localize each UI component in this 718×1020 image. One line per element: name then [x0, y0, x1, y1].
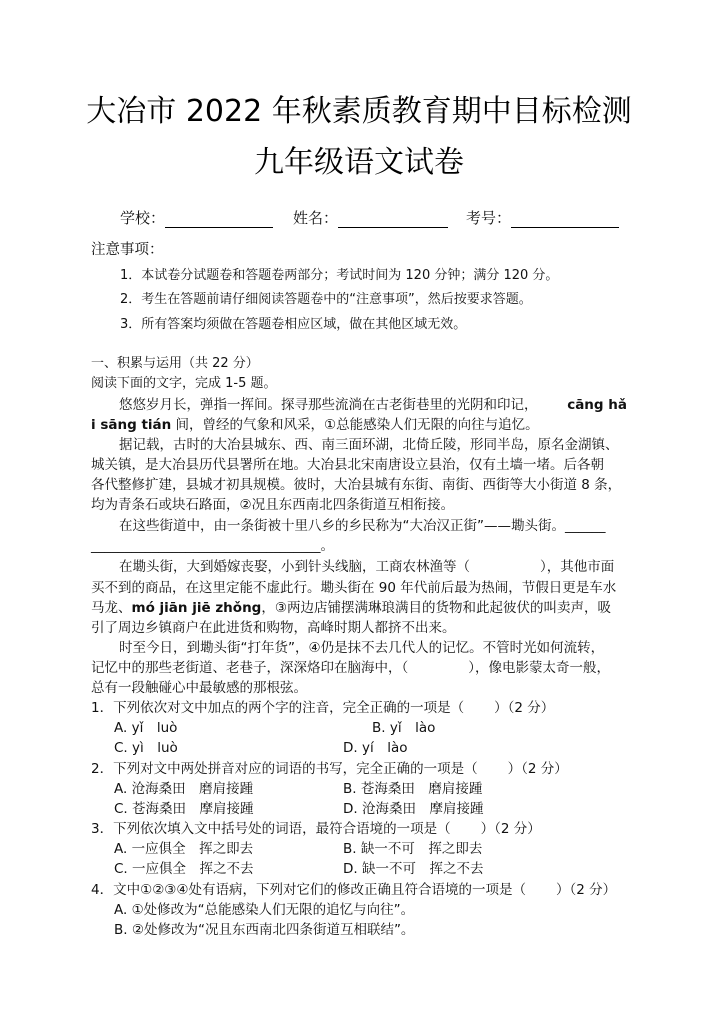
name-label: 姓名： — [293, 209, 339, 227]
passage-line: 据记载，古时的大冶县城东、西、南三面环湖，北倚丘陵，形同半岛，原名金湖镇、 — [119, 437, 619, 453]
question-score: ）（2 分） — [507, 761, 568, 777]
passage-text: ，③两边店铺摆满琳琅满目的货物和此起彼伏的叫卖声，吸 — [261, 600, 611, 616]
option-a: A. yǐ luò — [114, 720, 178, 736]
option-a: A. ①处修改为“总能感染人们无限的追忆与向往”。 — [114, 902, 415, 918]
pinyin-text: mó jiān jiē zhǒng — [131, 600, 262, 616]
passage-text: 马龙、 — [91, 600, 132, 616]
passage-text: 间，曾经的气象和风采，①总能感染人们无限的向往与追忆。 — [175, 417, 539, 433]
question-score: ）（2 分） — [480, 821, 541, 837]
passage-line: 城关镇，是大冶县历代县署所在地。大冶县北宋南唐设立县治，仅有土墙一堵。后各朝 — [91, 457, 604, 473]
exam-subtitle: 九年级语文试卷 — [254, 145, 464, 180]
question-4-stem — [91, 880, 616, 900]
option-b: B. ②处修改为“况且东西南北四条街道互相联结”。 — [114, 922, 415, 938]
question-1-stem — [91, 698, 554, 718]
school-blank — [165, 213, 273, 228]
option-c: C. 苍海桑田 摩肩接踵 — [114, 801, 254, 817]
passage-line: 买不到的商品，在这里定能不虚此行。墈头街在 90 年代前后最为热闹，节假日更是车水 — [91, 580, 617, 596]
passage-text: ），像电影蒙太奇一般， — [468, 660, 610, 676]
passage-line — [91, 658, 610, 678]
pinyin-text: i sāng tián — [91, 417, 172, 433]
passage-line: 在这些街道中，由一条街被十里八乡的乡民称为“大冶汉正街”——墈头街。______ — [119, 518, 606, 534]
pinyin-text: cāng hǎ — [567, 397, 627, 413]
passage-text: 悠悠岁月长，弹指一挥间。探寻那些流淌在古老街巷里的光阴和印记， — [119, 397, 538, 413]
student-info-row — [120, 207, 619, 228]
question-text: 3．下列依次填入文中括号处的词语，最符合语境的一项是（ — [91, 821, 451, 837]
number-label: 考号： — [466, 209, 512, 227]
passage-line: 引了周边乡镇商户在此进货和购物，高峰时期人都挤不出来。 — [91, 620, 456, 636]
option-c: C. 一应俱全 挥之不去 — [114, 861, 254, 877]
passage-line: 各代整修扩建，县城才初具规模。彼时，大冶县城有东街、南街、西街等大小街道 8 条， — [91, 477, 622, 493]
passage-line — [91, 395, 627, 415]
option-d: D. yí lào — [343, 740, 408, 756]
passage-text: 在墈头街，大到婚嫁丧娶，小到针头线脑，工商农林渔等（ — [119, 559, 470, 575]
section-heading: 一、积累与运用（共 22 分） — [91, 356, 259, 371]
question-2-stem — [91, 759, 568, 779]
note-item-1: 1．本试卷分试题卷和答题卷两部分；考试时间为 120 分钟；满分 120 分。 — [120, 268, 559, 283]
exam-title: 大冶市 2022 年秋素质教育期中目标检测 — [86, 94, 632, 129]
note-item-3: 3．所有答案均须做在答题卷相应区域，做在其他区域无效。 — [120, 317, 467, 332]
option-c: C. yì luò — [114, 740, 178, 756]
passage-line: 总有一段触碰心中最敏感的那根弦。 — [91, 680, 307, 696]
note-item-2: 2．考生在答题前请仔细阅读答题卷中的“注意事项”，然后按要求答题。 — [120, 292, 532, 307]
passage-line — [119, 557, 614, 577]
question-text: 2．下列对文中两处拼音对应的词语的书写，完全正确的一项是（ — [91, 761, 478, 777]
number-blank — [511, 213, 619, 228]
option-b: B. 缺一不可 挥之即去 — [343, 841, 483, 857]
passage-text: ），其他市面 — [540, 559, 615, 575]
section-instruction: 阅读下面的文字，完成 1-5 题。 — [91, 376, 277, 391]
passage-line: 时至今日，到墈头街“打年货”，④仍是抹不去几代人的记忆。不管时光如何流转， — [119, 640, 605, 656]
passage-line: __________________________________。 — [91, 538, 334, 554]
option-d: D. 沧海桑田 摩肩接踵 — [343, 801, 484, 817]
school-label: 学校： — [120, 209, 166, 227]
option-d: D. 缺一不可 挥之不去 — [343, 861, 484, 877]
name-blank — [338, 213, 448, 228]
option-b: B. 苍海桑田 磨肩接踵 — [343, 781, 483, 797]
option-a: A. 沧海桑田 磨肩接踵 — [114, 781, 254, 797]
passage-line — [91, 415, 539, 435]
notes-heading: 注意事项： — [91, 242, 164, 258]
passage-text: 记忆中的那些老街道、老巷子，深深烙印在脑海中，（ — [91, 660, 409, 676]
option-a: A. 一应俱全 挥之即去 — [114, 841, 254, 857]
question-text: 1．下列依次对文中加点的两个字的注音，完全正确的一项是（ — [91, 700, 465, 716]
question-score: ）（2 分） — [494, 700, 555, 716]
question-text: 4．文中①②③④处有语病，下列对它们的修改正确且符合语境的一项是（ — [91, 882, 526, 898]
passage-line — [91, 598, 611, 618]
option-b: B. yǐ lào — [372, 720, 436, 736]
passage-line: 均为青条石或块石路面，②况且东西南北四条街道互相衔接。 — [91, 497, 455, 513]
question-3-stem — [91, 819, 541, 839]
question-score: ）（2 分） — [556, 882, 617, 898]
